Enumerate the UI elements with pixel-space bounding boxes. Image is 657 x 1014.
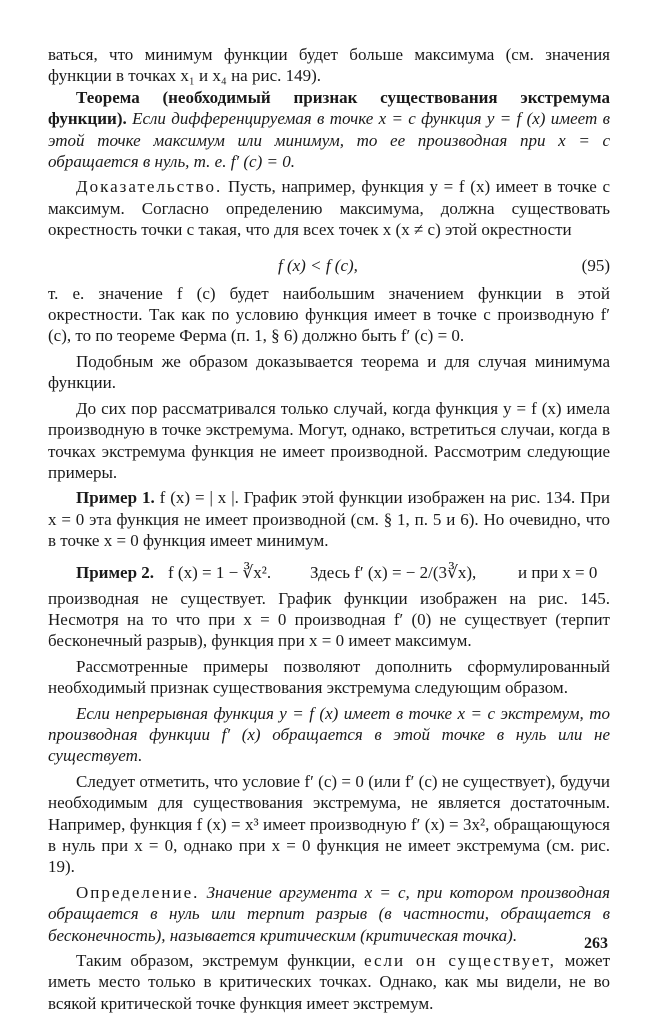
minimum-case-text: Подобным же образом доказывается теорема и для случая минимума функции. — [48, 351, 610, 393]
considered-text: Рассмотренные примеры позволяют дополнить сформулированный необходимый признак существования экстремума следующим образом. — [48, 656, 610, 698]
definition — [48, 882, 610, 946]
example-2-formula: f (x) = 1 − ∛x². — [168, 562, 272, 582]
after-formula-text: т. е. значение f (c) будет наибольшим значением функции в этой окрестности. Так как по условию функция имеет в точке c производную f′ (c), то по теореме Ферма (п. 1, § 6) должно быть f′ (c) = 0. — [48, 283, 610, 346]
page-text — [48, 44, 610, 1014]
example-2-derivative: Здесь f′ (x) = − 2/(3∛x), — [310, 562, 477, 582]
example-2-label: Пример 2. — [76, 562, 155, 582]
conclusion-spaced: если он существует, — [364, 951, 556, 971]
proof-text: Пусть, например, функция y = f (x) имеет в точке c максимум. Согласно определению максимума, должна существовать окрестность точки c такая, что для всех точек x (x ≠ c) этой окрестности — [48, 177, 611, 240]
formula-95-expression: f (x) < f (c), — [278, 255, 358, 275]
italic-statement: Если непрерывная функция y = f (x) имеет в точке x = c экстремум, то производная функции f′ (x) обращается в этой точке в нуль или не существует. — [48, 703, 610, 766]
example-1 — [48, 487, 610, 551]
definition-text: Значение аргумента x = c, при котором производная обращается в нуль или терпит разрыв (в частности, обращается в бесконечность), называется критическим (критическая точка). — [48, 882, 610, 945]
example-2-and: и при x = 0 — [518, 562, 598, 582]
example-2-header — [48, 558, 610, 588]
conclusion-end: может иметь место только в критических точках. Однако, как мы видели, не во всякой критической точке функция имеет экстремум. — [48, 951, 611, 1013]
proof-label: Доказательство. — [76, 177, 223, 197]
example-2-text: производная не существует. График функции изображен на рис. 145. Несмотря на то что при x = 0 производная f′ (0) не существует (терпит бесконечный разрыв), функция при x = 0 имеет максимум. — [48, 588, 610, 651]
paragraph-continuation: ваться, что минимум функции будет больше максимума (см. значения функции в точках x₁ и x₄ на рис. 149). — [48, 45, 610, 86]
formula-95 — [48, 249, 610, 281]
until-now-text: До сих пор рассматривался только случай, когда функция y = f (x) имела производную в точке экстремума. Могут, однако, встретиться случаи, когда в точках экстремума функция не имеет производной. Рассмотрим следующие примеры. — [48, 398, 610, 482]
conclusion — [48, 950, 610, 1014]
proof — [48, 176, 610, 240]
example-1-text: f (x) = | x |. График этой функции изображен на рис. 134. При x = 0 эта функция не имеет производной (см. § 1, п. 5 и 6). Но очевидно, что в точке x = 0 функция имеет минимум. — [48, 488, 610, 551]
theorem — [48, 87, 610, 173]
example-1-label: Пример 1. — [76, 488, 155, 508]
definition-label: Определение. — [76, 882, 200, 902]
theorem-body: Если дифференцируемая в точке x = c функция y = f (x) имеет в этой точке максимум или минимум, то ее производная при x = c обращается в нуль, т. е. f′ (c) = 0. — [48, 109, 610, 172]
formula-95-number: (95) — [581, 255, 610, 275]
note-text: Следует отметить, что условие f′ (c) = 0 (или f′ (c) не существует), будучи необходимым для существования экстремума, не является достаточным. Например, функция f (x) = x³ имеет производную f′ (x) = 3x², обращающуюся в нуль при x = 0, однако при x = 0 функция не имеет экстремума (см. рис. 19). — [48, 771, 610, 877]
conclusion-start: Таким образом, экстремум функции, — [76, 951, 356, 971]
page-number: 263 — [584, 935, 608, 952]
theorem-title: Теорема (необходимый признак существования экстремума функции). — [48, 87, 610, 129]
